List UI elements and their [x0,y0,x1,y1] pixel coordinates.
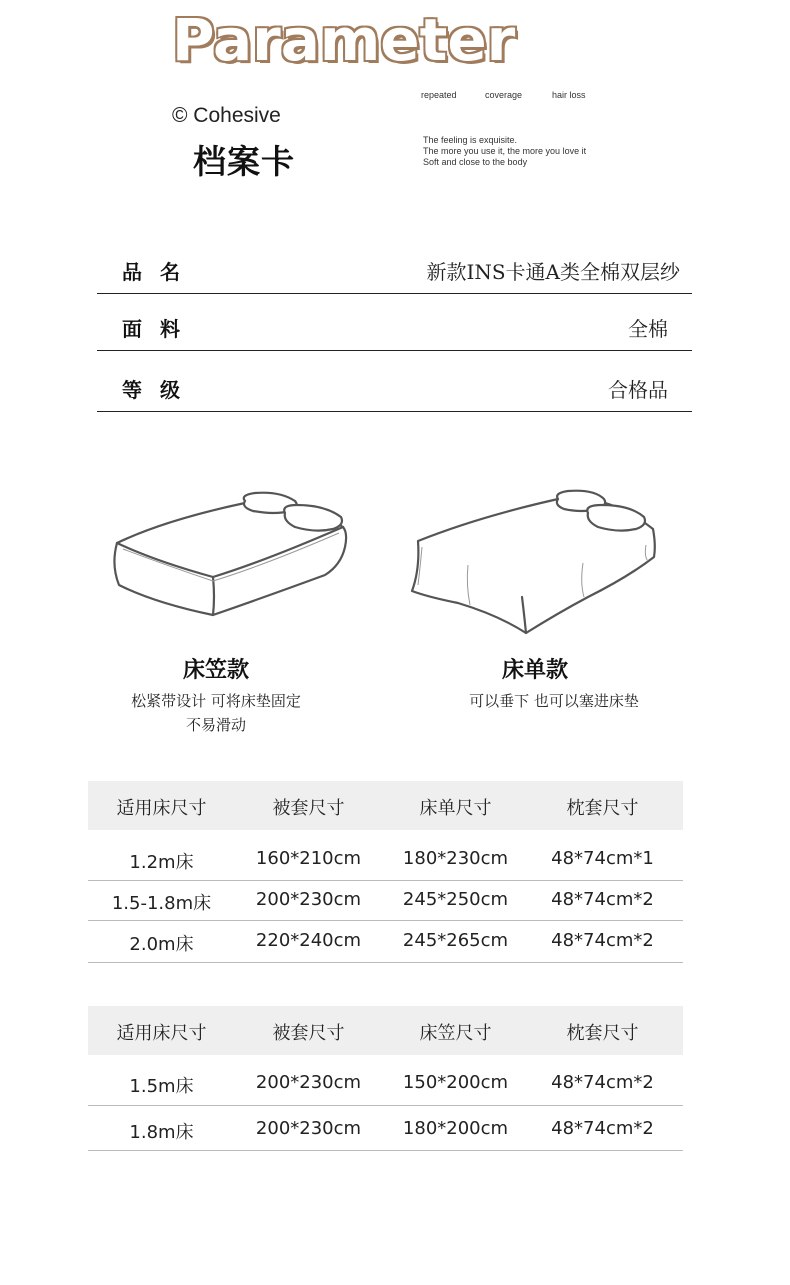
tag-hair-loss: hair loss [552,90,586,100]
table-cell: 200*230cm [255,1118,362,1139]
spec-value: 合格品 [608,378,668,402]
table-cell: 48*74cm*2 [551,889,654,910]
spec-label: 面料 [122,317,198,341]
flat-sheet-style-desc [424,689,684,713]
tagline-line: The feeling is exquisite. [423,135,518,145]
spec-row-fabric [97,301,692,351]
table-cell: 48*74cm*2 [551,1118,654,1139]
table-header-cell: 适用床尺寸 [116,1023,207,1044]
flat-sheet-icon [408,485,663,640]
table-header-cell: 枕套尺寸 [566,1023,639,1044]
tag-repeated: repeated [421,90,457,100]
table-header-cell: 适用床尺寸 [116,798,207,819]
spec-row-grade [97,362,692,412]
tagline-line: Soft and close to the body [423,157,528,167]
table-row [88,1106,683,1151]
table-header-cell: 被套尺寸 [272,1023,345,1044]
page-title: Parameter [172,6,516,74]
table-cell: 160*210cm [255,848,362,869]
table-cell: 245*250cm [402,889,509,910]
table-cell: 2.0m床 [129,934,194,955]
table-row [88,881,683,921]
table-cell: 150*200cm [402,1072,509,1093]
table-header [88,781,683,830]
table-cell: 1.2m床 [129,852,194,873]
table-header-cell: 被套尺寸 [272,798,345,819]
spec-value: 全棉 [628,317,668,341]
table-cell: 200*230cm [255,889,362,910]
table-cell: 1.5-1.8m床 [111,893,212,914]
tagline [423,135,586,168]
table-header-cell: 枕套尺寸 [566,798,639,819]
table-cell: 1.8m床 [129,1122,194,1143]
size-table-flat-sheet [88,781,683,963]
tagline-line: The more you use it, the more you love it [423,146,587,156]
spec-row-product-name [97,244,692,294]
card-title: 档案卡 [193,142,295,181]
table-header-cell: 床笠尺寸 [419,1023,492,1044]
table-cell: 220*240cm [255,930,362,951]
spec-label: 品名 [122,260,198,284]
table-cell: 180*230cm [402,848,509,869]
table-cell: 180*200cm [402,1118,509,1139]
fitted-sheet-icon [105,485,355,625]
table-row [88,921,683,963]
spec-value: 新款INS卡通A类全棉双层纱 [426,260,680,284]
fitted-sheet-style-desc [86,689,346,737]
table-cell: 48*74cm*2 [551,1072,654,1093]
brand-name: © Cohesive [172,104,281,127]
table-row [88,830,683,881]
flat-sheet-style-name: 床单款 [501,658,568,683]
desc-line: 可以垂下 也可以塞进床垫 [469,692,639,710]
tag-coverage: coverage [485,90,523,100]
desc-line: 松紧带设计 可将床垫固定 [131,692,301,710]
table-header-cell: 床单尺寸 [419,798,492,819]
table-cell: 200*230cm [255,1072,362,1093]
table-row [88,1055,683,1106]
table-cell: 48*74cm*1 [551,848,654,869]
spec-label: 等级 [122,378,198,402]
table-cell: 245*265cm [402,930,509,951]
table-cell: 1.5m床 [129,1076,194,1097]
fitted-sheet-style-name: 床笠款 [182,658,249,683]
desc-line: 不易滑动 [185,716,246,734]
table-cell: 48*74cm*2 [551,930,654,951]
size-table-fitted-sheet [88,1006,683,1151]
table-header [88,1006,683,1055]
